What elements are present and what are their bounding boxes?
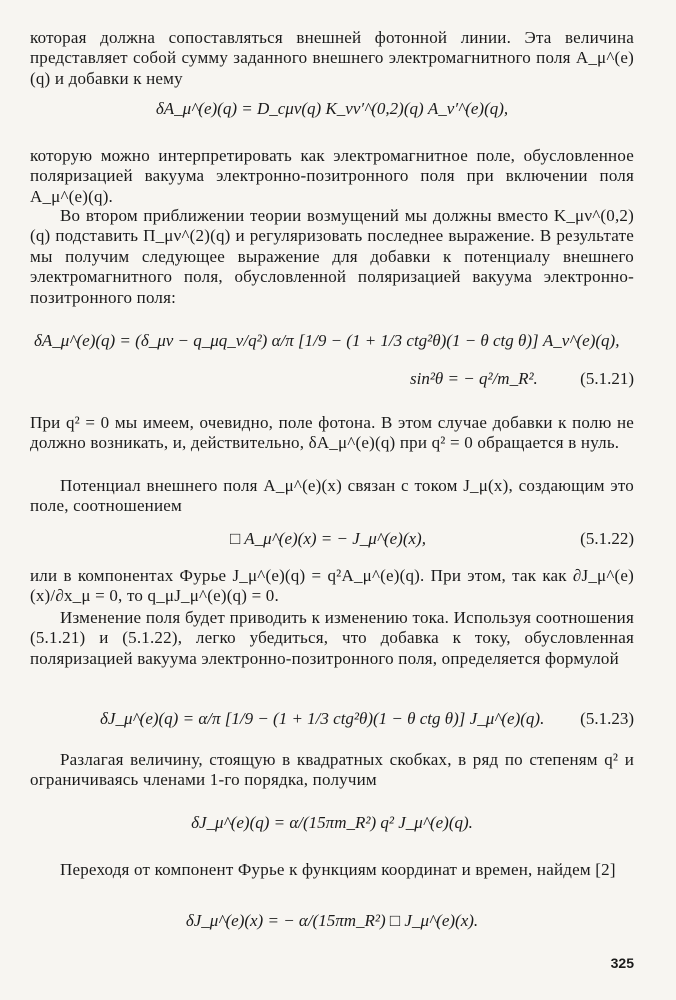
equation-2-text: δA_μ^(e)(q) = (δ_μν − q_μq_ν/q²) α/π [1/9 − (1 + 1/3 ctg²θ)(1 − θ ctg θ)] A_ν^(e)(q),: [34, 331, 620, 350]
paragraph-3: Во втором приближении теории возмущений мы должны вместо K_μν^(0,2)(q) подставить Π_μν^(2)(q) и регуляризовать последнее выражение. В результате мы получим следующее выражение для добавки к потенциалу внешнего электромагнитного поля, обусловленной поляризацией вакуума электронно-позитронного поля:: [30, 206, 634, 307]
paragraph-9: Переходя от компонент Фурье к функциям координат и времен, найдем [2]: [60, 860, 616, 879]
equation-2: [34, 330, 638, 352]
equation-number-5-1-22: (5.1.22): [580, 529, 634, 548]
paragraph-5: Потенциал внешнего поля A_μ^(e)(x) связан с током J_μ(x), создающим это поле, соотношением: [30, 476, 634, 516]
equation-3-text: □ A_μ^(e)(x) = − J_μ^(e)(x),: [230, 529, 426, 548]
paragraph-4: При q² = 0 мы имеем, очевидно, поле фотона. В этом случае добавки к полю не должно возникать, и, действительно, δA_μ^(e)(q) при q² = 0 обращается в нуль.: [30, 413, 634, 453]
equation-number-5-1-21: (5.1.21): [580, 369, 634, 388]
equation-1-text: δA_μ^(e)(q) = D_cμν(q) K_νν′^(0,2)(q) A_ν′^(e)(q),: [155, 99, 509, 118]
equation-4-text: δJ_μ^(e)(q) = α/π [1/9 − (1 + 1/3 ctg²θ)(1 − θ ctg θ)] J_μ^(e)(q).: [100, 709, 545, 728]
page-number: 325: [610, 955, 634, 971]
paragraph-6: или в компонентах Фурье J_μ^(e)(q) = q²A_μ^(e)(q). При этом, так как ∂J_μ^(e)(x)/∂x_μ = 0, то q_μJ_μ^(e)(q) = 0.: [30, 566, 634, 606]
equation-6-text: δJ_μ^(e)(x) = − α/(15πm_R²) □ J_μ^(e)(x).: [185, 911, 479, 930]
equation-6: [30, 910, 634, 932]
equation-number-5-1-23: (5.1.23): [580, 709, 634, 728]
paragraph-7: Изменение поля будет приводить к изменению тока. Используя соотношения (5.1.21) и (5.1.22), легко убедиться, что добавка к току, обусловленная поляризацией вакуума электронно-позитронного поля, определяется формулой: [30, 608, 634, 668]
equation-5: [30, 812, 634, 834]
equation-5-text: δJ_μ^(e)(q) = α/(15πm_R²) q² J_μ^(e)(q).: [191, 813, 473, 832]
equation-1: [30, 98, 634, 120]
paragraph-1: которая должна сопоставляться внешней фотонной линии. Эта величина представляет собой сумму заданного внешнего электромагнитного поля A_μ^(e)(q) и добавки к нему: [30, 28, 634, 88]
equation-2b-text: sin²θ = − q²/m_R².: [410, 369, 538, 388]
paragraph-8: Разлагая величину, стоящую в квадратных скобках, в ряд по степеням q² и ограничиваясь членами 1-го порядка, получим: [30, 750, 634, 790]
paragraph-2: которую можно интерпретировать как электромагнитное поле, обусловленное поляризацией вакуума электронно-позитронного поля при включении поля A_μ^(e)(q).: [30, 146, 634, 206]
